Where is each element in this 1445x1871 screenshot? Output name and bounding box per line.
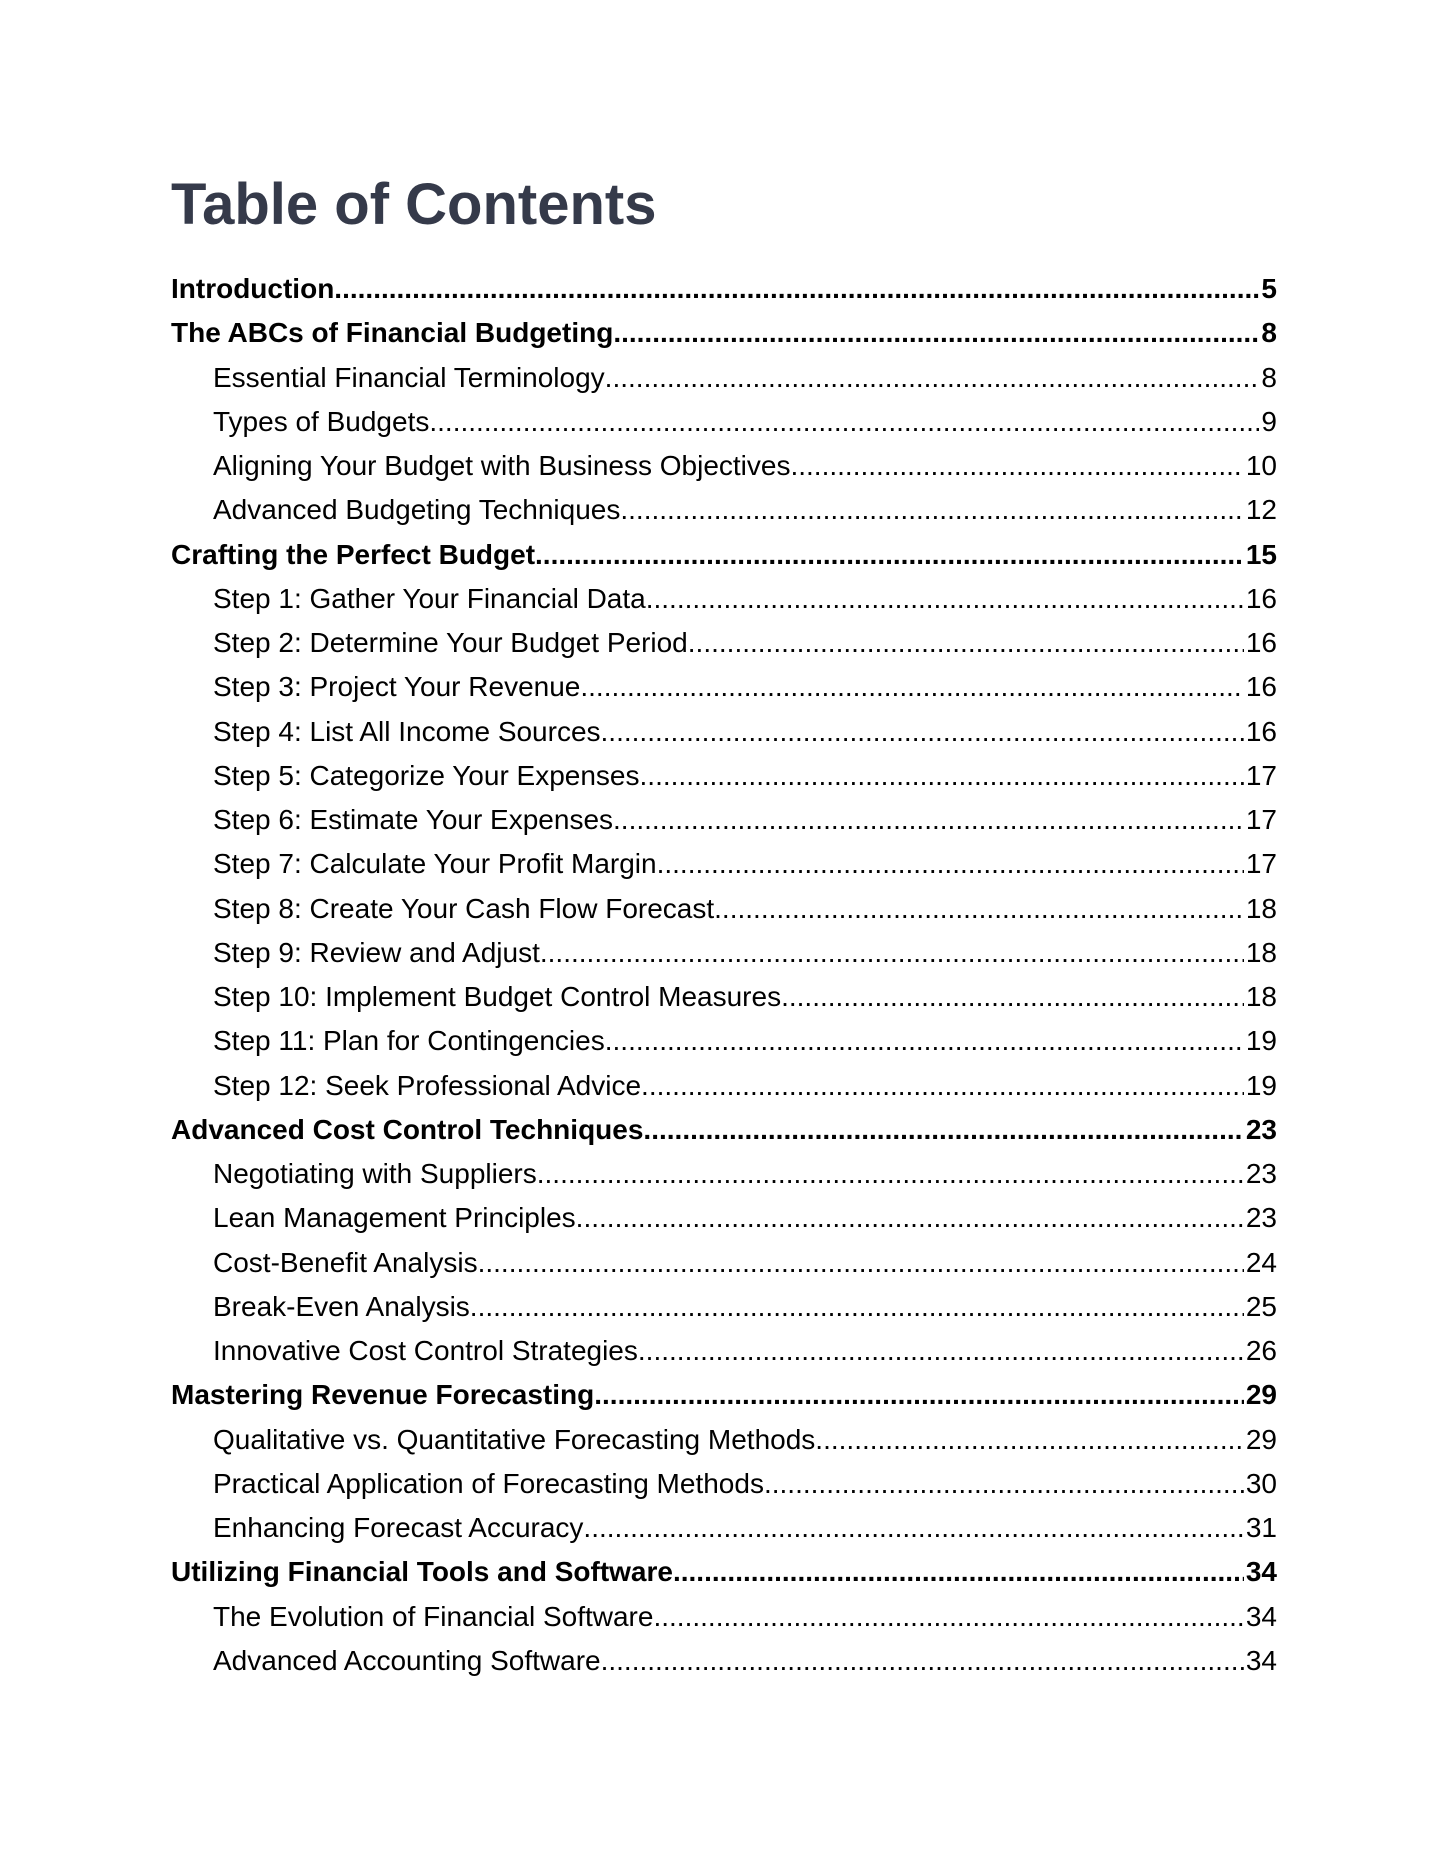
toc-entry-label: Mastering Revenue Forecasting [171, 1379, 595, 1411]
toc-entry-page-number: 18 [1245, 981, 1277, 1012]
toc-section-entry[interactable] [171, 577, 1277, 621]
toc-entry-label: Qualitative vs. Quantitative Forecasting Methods [213, 1423, 816, 1455]
toc-entry-label: Step 12: Seek Professional Advice [213, 1069, 642, 1101]
toc-entry-label: Introduction [171, 273, 335, 304]
toc-section-entry[interactable] [171, 710, 1277, 754]
toc-section-entry[interactable] [171, 975, 1277, 1019]
toc-dot-leader [790, 444, 1243, 488]
toc-section-entry[interactable] [171, 1064, 1277, 1108]
toc-entry-page-number: 5 [1261, 273, 1277, 304]
toc-chapter-entry[interactable] [171, 311, 1277, 355]
toc-dot-leader [601, 710, 1244, 754]
toc-dot-leader [583, 1506, 1243, 1550]
toc-dot-leader [613, 311, 1259, 355]
toc-dot-leader [638, 1329, 1244, 1373]
toc-entry-label: Advanced Accounting Software [213, 1644, 601, 1676]
toc-entry-label: Negotiating with Suppliers [213, 1158, 537, 1189]
toc-entry-page-number: 31 [1245, 1512, 1277, 1543]
toc-entry-label: Step 3: Project Your Revenue [213, 671, 581, 703]
toc-dot-leader [764, 1462, 1244, 1506]
toc-entry-page-number: 16 [1245, 582, 1277, 614]
toc-dot-leader [781, 975, 1244, 1019]
toc-section-entry[interactable] [171, 1595, 1277, 1639]
toc-dot-leader [470, 1285, 1244, 1329]
toc-entry-label: Types of Budgets [213, 405, 430, 437]
toc-entry-page-number: 29 [1245, 1423, 1277, 1455]
toc-dot-leader [478, 1241, 1244, 1285]
toc-entry-label: Step 1: Gather Your Financial Data [213, 582, 646, 614]
toc-entry-page-number: 16 [1245, 671, 1277, 703]
toc-entry-label: The ABCs of Financial Budgeting [171, 317, 614, 349]
toc-dot-leader [657, 842, 1244, 886]
toc-entry-label: Enhancing Forecast Accuracy [213, 1512, 584, 1543]
toc-section-entry[interactable] [171, 1152, 1277, 1196]
toc-entry-page-number: 16 [1245, 715, 1277, 747]
toc-entry-label: Step 7: Calculate Your Profit Margin [213, 848, 657, 880]
toc-entry-page-number: 17 [1245, 759, 1277, 791]
toc-entry-page-number: 15 [1245, 538, 1277, 570]
toc-section-entry[interactable] [171, 1196, 1277, 1240]
toc-dot-leader [334, 267, 1259, 311]
toc-entry-label: Step 10: Implement Budget Control Measures [213, 981, 782, 1012]
toc-section-entry[interactable] [171, 754, 1277, 798]
toc-dot-leader [605, 1019, 1244, 1063]
toc-entry-label: Crafting the Perfect Budget [171, 538, 536, 570]
toc-entry-page-number: 18 [1245, 936, 1277, 968]
toc-section-entry[interactable] [171, 400, 1277, 444]
toc-dot-leader [594, 1373, 1244, 1417]
toc-dot-leader [643, 1108, 1243, 1152]
toc-entry-page-number: 18 [1245, 892, 1277, 924]
toc-entry-page-number: 34 [1245, 1556, 1277, 1588]
toc-entry-page-number: 34 [1245, 1600, 1277, 1632]
toc-entry-label: Step 9: Review and Adjust [213, 936, 540, 968]
toc-entry-label: Essential Financial Terminology [213, 361, 605, 393]
toc-entry-page-number: 8 [1261, 361, 1277, 393]
toc-entry-label: Utilizing Financial Tools and Software [171, 1556, 673, 1588]
toc-section-entry[interactable] [171, 488, 1277, 532]
toc-entry-label: Step 2: Determine Your Budget Period [213, 627, 688, 658]
toc-dot-leader [540, 931, 1244, 975]
toc-section-entry[interactable] [171, 887, 1277, 931]
toc-chapter-entry[interactable] [171, 1550, 1277, 1594]
toc-dot-leader [620, 488, 1243, 532]
toc-dot-leader [641, 1064, 1244, 1108]
toc-dot-leader [646, 577, 1244, 621]
toc-entry-page-number: 23 [1245, 1202, 1277, 1234]
toc-section-entry[interactable] [171, 1418, 1277, 1462]
toc-entry-page-number: 10 [1245, 450, 1277, 481]
toc-dot-leader [815, 1418, 1244, 1462]
toc-section-entry[interactable] [171, 1639, 1277, 1683]
toc-section-entry[interactable] [171, 1506, 1277, 1550]
toc-section-entry[interactable] [171, 1462, 1277, 1506]
toc-entry-page-number: 9 [1261, 405, 1277, 437]
toc-dot-leader [688, 621, 1244, 665]
toc-entry-label: Advanced Cost Control Techniques [171, 1113, 644, 1145]
toc-section-entry[interactable] [171, 1241, 1277, 1285]
toc-dot-leader [673, 1550, 1244, 1594]
toc-entry-label: Step 11: Plan for Contingencies [213, 1025, 605, 1057]
toc-entry-page-number: 19 [1245, 1069, 1277, 1101]
toc-dot-leader [613, 798, 1244, 842]
toc-section-entry[interactable] [171, 621, 1277, 665]
page-title: Table of Contents [171, 172, 657, 237]
toc-entry-page-number: 8 [1261, 317, 1277, 349]
toc-entry-page-number: 17 [1245, 804, 1277, 835]
toc-entry-label: The Evolution of Financial Software [213, 1600, 654, 1632]
toc-dot-leader [537, 1152, 1244, 1196]
toc-section-entry[interactable] [171, 356, 1277, 400]
toc-dot-leader [640, 754, 1244, 798]
toc-entry-page-number: 34 [1245, 1644, 1277, 1676]
toc-entry-label: Step 4: List All Income Sources [213, 715, 601, 747]
toc-section-entry[interactable] [171, 1285, 1277, 1329]
toc-section-entry[interactable] [171, 1019, 1277, 1063]
table-of-contents [171, 267, 1277, 1683]
toc-entry-page-number: 30 [1245, 1467, 1277, 1499]
toc-entry-page-number: 16 [1245, 627, 1277, 658]
toc-section-entry[interactable] [171, 931, 1277, 975]
toc-section-entry[interactable] [171, 1329, 1277, 1373]
toc-entry-page-number: 23 [1245, 1158, 1277, 1189]
toc-dot-leader [429, 400, 1259, 444]
toc-entry-page-number: 17 [1245, 848, 1277, 880]
toc-entry-page-number: 24 [1245, 1246, 1277, 1278]
toc-section-entry[interactable] [171, 444, 1277, 488]
toc-dot-leader [580, 665, 1243, 709]
toc-chapter-entry[interactable] [171, 1108, 1277, 1152]
toc-entry-label: Practical Application of Forecasting Methods [213, 1467, 764, 1499]
toc-dot-leader [605, 356, 1260, 400]
toc-entry-page-number: 29 [1245, 1379, 1277, 1411]
toc-section-entry[interactable] [171, 665, 1277, 709]
toc-section-entry[interactable] [171, 798, 1277, 842]
toc-dot-leader [535, 533, 1244, 577]
toc-entry-label: Advanced Budgeting Techniques [213, 494, 621, 526]
toc-entry-page-number: 12 [1245, 494, 1277, 526]
toc-entry-label: Break-Even Analysis [213, 1290, 470, 1322]
toc-section-entry[interactable] [171, 842, 1277, 886]
toc-entry-label: Lean Management Principles [213, 1202, 576, 1234]
toc-entry-label: Innovative Cost Control Strategies [213, 1335, 638, 1366]
toc-entry-label: Step 8: Create Your Cash Flow Forecast [213, 892, 715, 924]
toc-dot-leader [653, 1595, 1243, 1639]
toc-dot-leader [714, 887, 1244, 931]
toc-dot-leader [601, 1639, 1244, 1683]
toc-entry-page-number: 25 [1245, 1290, 1277, 1322]
toc-dot-leader [576, 1196, 1244, 1240]
toc-entry-label: Cost-Benefit Analysis [213, 1246, 478, 1278]
toc-entry-page-number: 19 [1245, 1025, 1277, 1057]
toc-chapter-entry[interactable] [171, 533, 1277, 577]
toc-entry-label: Step 5: Categorize Your Expenses [213, 759, 640, 791]
toc-entry-label: Step 6: Estimate Your Expenses [213, 804, 614, 835]
toc-entry-page-number: 23 [1245, 1113, 1277, 1145]
toc-chapter-entry[interactable] [171, 267, 1277, 311]
toc-chapter-entry[interactable] [171, 1373, 1277, 1417]
toc-entry-label: Aligning Your Budget with Business Objectives [213, 450, 791, 481]
toc-entry-page-number: 26 [1245, 1335, 1277, 1366]
